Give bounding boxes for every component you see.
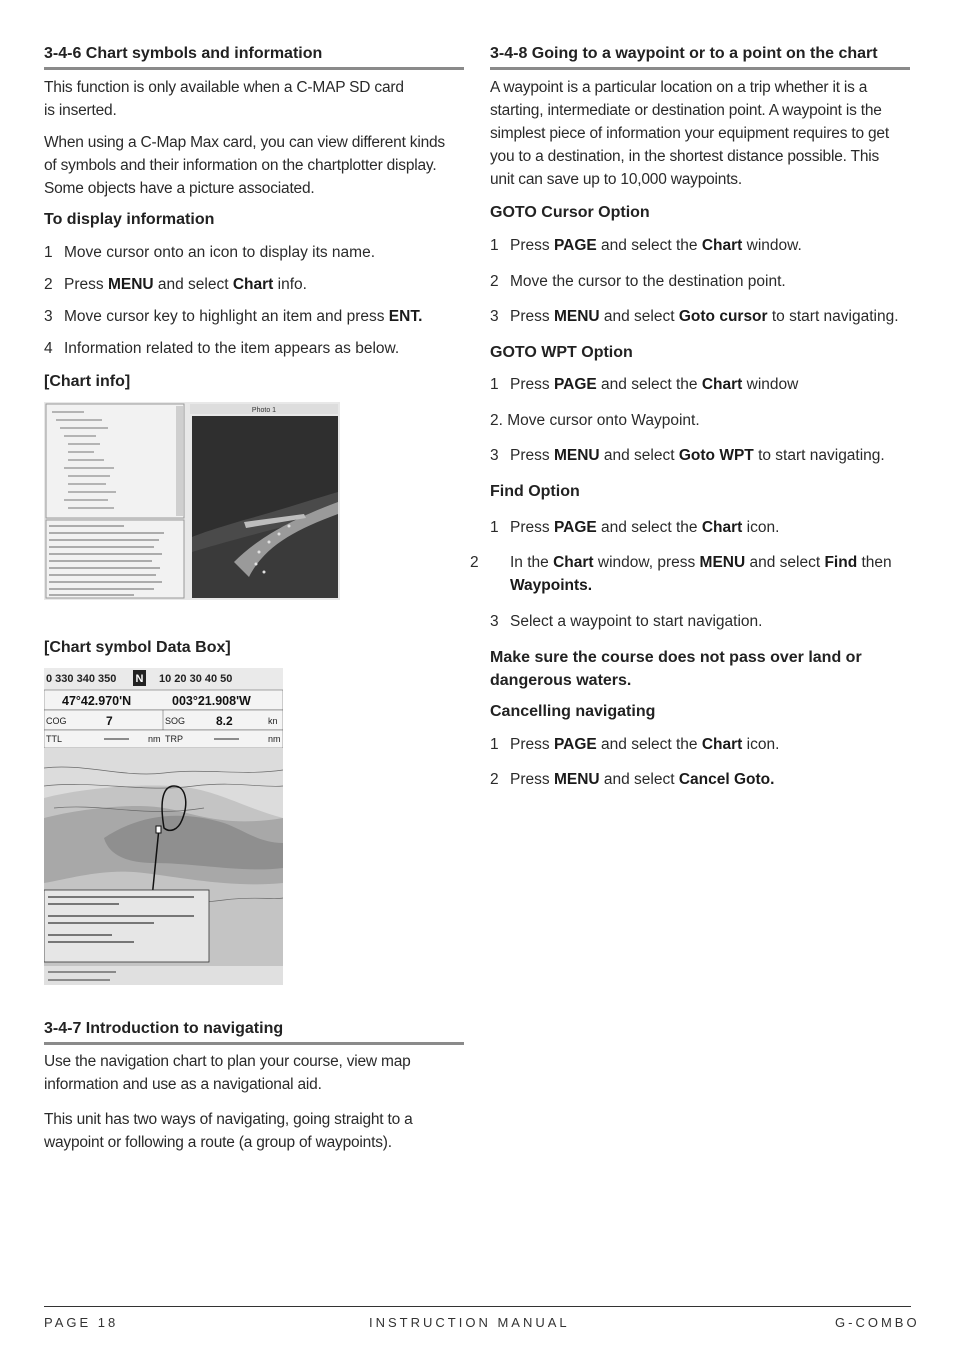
step-keyword: PAGE xyxy=(553,736,597,753)
step-keyword: MENU xyxy=(553,447,600,464)
step-text: window. xyxy=(742,237,802,254)
step-text: Move cursor onto an icon to display its name. xyxy=(64,244,376,261)
figure-caption: [Chart symbol Data Box] xyxy=(44,639,231,656)
step-number: 2 xyxy=(490,771,499,788)
step-text: to start navigating. xyxy=(767,308,899,325)
step-text: and select the xyxy=(596,736,702,753)
subheading: GOTO WPT Option xyxy=(490,344,633,361)
step-keyword: Chart xyxy=(701,237,743,254)
step-text: and select xyxy=(153,276,233,293)
step-keyword: Goto WPT xyxy=(678,447,754,464)
step-text: Press xyxy=(510,237,554,254)
step-keyword: Find xyxy=(824,554,858,571)
step xyxy=(470,551,925,597)
step-keyword: PAGE xyxy=(553,237,597,254)
step-text: and select the xyxy=(596,519,702,536)
paragraph: Use the navigation chart to plan your course, view map information and use as a navigational aid. xyxy=(44,1053,411,1093)
step xyxy=(44,241,464,264)
step xyxy=(44,337,464,360)
step-text: and select xyxy=(599,771,679,788)
latitude-readout: 47°42.970'N xyxy=(62,694,132,708)
step-number: 1 xyxy=(490,237,499,254)
trp-unit: nm xyxy=(268,734,281,744)
step-text: icon. xyxy=(742,519,780,536)
step-number: 1 xyxy=(490,376,499,393)
step-keyword: Chart xyxy=(232,276,274,293)
step-text: and select xyxy=(745,554,825,571)
chart-data-box-image xyxy=(44,668,283,985)
footer-rule xyxy=(44,1306,911,1307)
step-number: 2 xyxy=(44,276,53,293)
sog-label: SOG xyxy=(165,716,186,726)
figure-caption: [Chart info] xyxy=(44,373,131,390)
footer-manual-title: INSTRUCTION MANUAL xyxy=(369,1315,570,1330)
step-text: Information related to the item appears as below. xyxy=(64,340,400,357)
step xyxy=(490,768,910,791)
step-keyword: ENT. xyxy=(388,308,423,325)
step-keyword: PAGE xyxy=(553,519,597,536)
step-text: 2. Move cursor onto Waypoint. xyxy=(490,412,700,429)
step-number: 4 xyxy=(44,340,53,357)
step-text: and select xyxy=(599,447,679,464)
step-text: Press xyxy=(510,376,554,393)
step-keyword: Goto cursor xyxy=(678,308,768,325)
north-marker: N xyxy=(135,673,144,685)
step xyxy=(44,305,464,328)
step-number: 1 xyxy=(44,244,53,261)
section-heading-3-4-8: 3-4-8 Going to a waypoint or to a point on the chart xyxy=(490,44,910,70)
step-number: 3 xyxy=(44,308,53,325)
chart-info-screenshot xyxy=(44,402,340,600)
step-keyword: MENU xyxy=(107,276,154,293)
step-text: Move the cursor to the destination point. xyxy=(510,273,786,290)
step-number: 2 xyxy=(470,554,479,571)
trp-label: TRP xyxy=(165,734,183,744)
step xyxy=(490,516,910,539)
paragraph: A waypoint is a particular location on a trip whether it is a starting, intermediate or destination point. A waypoint is the simplest piece of information your equipment requires to get you to a destination, in the shortest distance possible. This unit can save up to 10,000 waypoints. xyxy=(490,79,889,188)
step xyxy=(490,305,910,328)
ttl-label: TTL xyxy=(46,734,63,744)
step-number: 3 xyxy=(490,613,499,630)
paragraph: This function is only available when a C-MAP SD card is inserted. xyxy=(44,79,404,119)
cog-label: COG xyxy=(46,716,67,726)
step-text: then xyxy=(857,554,892,571)
step-keyword: MENU xyxy=(553,308,600,325)
step-text: Press xyxy=(510,519,554,536)
section-heading-3-4-7: 3-4-7 Introduction to navigating xyxy=(44,1019,464,1045)
step-keyword: Cancel Goto. xyxy=(678,771,775,788)
chart-info-image xyxy=(44,402,340,600)
step-text: Move cursor key to highlight an item and press xyxy=(64,308,389,325)
step-number: 2 xyxy=(490,273,499,290)
footer-page-number: PAGE 18 xyxy=(44,1315,119,1330)
photo-title: Photo 1 xyxy=(251,407,277,414)
step-keyword: Chart xyxy=(701,376,743,393)
step-text: icon. xyxy=(742,736,780,753)
step-keyword: Chart xyxy=(701,736,743,753)
step-text: to start navigating. xyxy=(753,447,885,464)
longitude-readout: 003°21.908'W xyxy=(172,694,251,708)
step-text: info. xyxy=(273,276,307,293)
paragraph: This unit has two ways of navigating, going straight to a waypoint or following a route (a group of waypoints). xyxy=(44,1111,413,1151)
compass-scale-left: 0 330 340 350 xyxy=(46,673,117,685)
step xyxy=(490,373,910,396)
cog-value: 7 xyxy=(106,714,113,728)
sog-value: 8.2 xyxy=(216,714,233,728)
step-text: and select the xyxy=(596,237,702,254)
warning-note: Make sure the course does not pass over land or dangerous waters. xyxy=(490,649,862,689)
step xyxy=(490,409,910,432)
step-text: Press xyxy=(510,736,554,753)
step-keyword: MENU xyxy=(553,771,600,788)
step-text: Press xyxy=(510,447,554,464)
subheading: Cancelling navigating xyxy=(490,703,656,720)
step-text: and select the xyxy=(596,376,702,393)
step-text: and select xyxy=(599,308,679,325)
step-keyword: PAGE xyxy=(553,376,597,393)
step xyxy=(490,444,910,467)
footer-product-name: G-COMBO xyxy=(835,1315,920,1330)
step xyxy=(490,610,910,633)
step-number: 1 xyxy=(490,519,499,536)
step-text: window, press xyxy=(593,554,700,571)
subheading: To display information xyxy=(44,211,215,228)
step-text: Press xyxy=(510,308,554,325)
step xyxy=(490,733,910,756)
step-number: 1 xyxy=(490,736,499,753)
ttl-unit: nm xyxy=(148,734,161,744)
step-number: 3 xyxy=(490,447,499,464)
paragraph: When using a C-Map Max card, you can view different kinds of symbols and their information on the chartplotter display. Some objects have a picture associated. xyxy=(44,134,445,197)
step-text: In the xyxy=(510,554,554,571)
step xyxy=(44,273,464,296)
step-number: 3 xyxy=(490,308,499,325)
step-text: Select a waypoint to start navigation. xyxy=(510,613,763,630)
step-keyword: Chart xyxy=(553,554,594,571)
step-keyword: Chart xyxy=(701,519,743,536)
step-text: Press xyxy=(64,276,108,293)
step xyxy=(490,270,910,293)
subheading: Find Option xyxy=(490,483,580,500)
step-text: window xyxy=(742,376,799,393)
step-keyword: Waypoints. xyxy=(510,577,593,594)
compass-scale-right: 10 20 30 40 50 xyxy=(159,673,233,685)
sog-unit: kn xyxy=(268,716,278,726)
step-keyword: MENU xyxy=(699,554,746,571)
subheading: GOTO Cursor Option xyxy=(490,204,650,221)
section-heading-3-4-6: 3-4-6 Chart symbols and information xyxy=(44,44,464,70)
step xyxy=(490,234,910,257)
step-text: Press xyxy=(510,771,554,788)
chart-symbol-data-box-screenshot xyxy=(44,668,283,985)
